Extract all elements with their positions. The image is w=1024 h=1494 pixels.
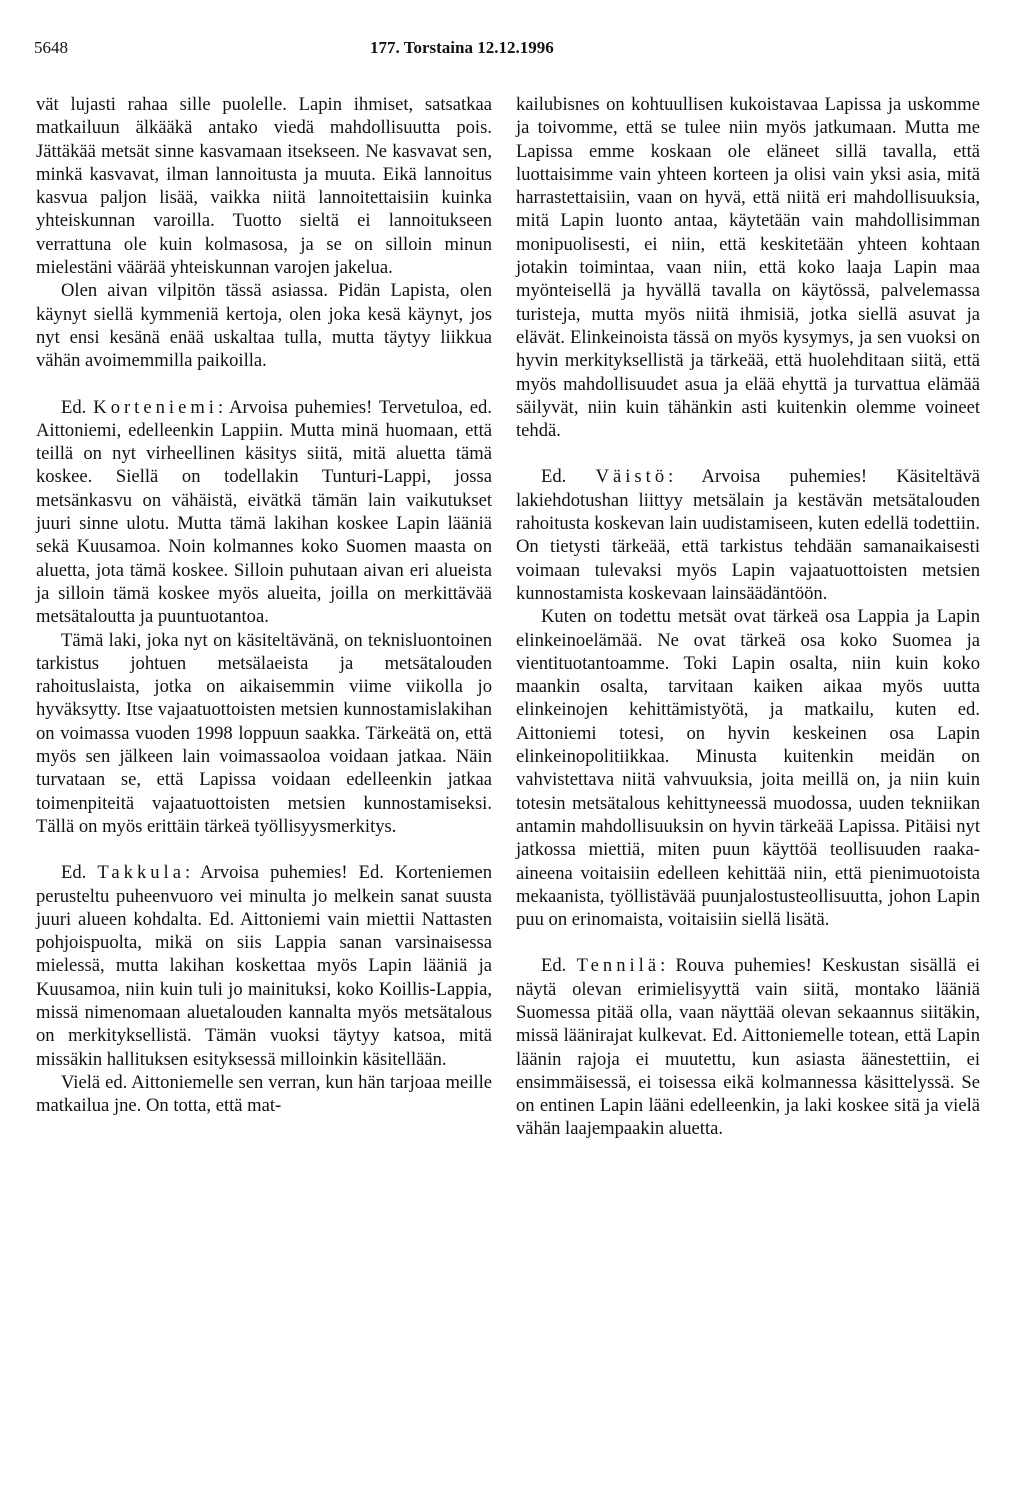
page-header	[0, 38, 1024, 62]
paragraph: Vielä ed. Aittoniemelle sen verran, kun hän tarjoaa meille matkailua jne. On totta, että mat-	[36, 1071, 492, 1117]
speech-text: : Arvoisa puhemies! Tervetuloa, ed. Aittoniemi, edelleenkin Lappiin. Mutta minä huomaan, että teillä on nyt virheellinen käsitys siitä, mitä aluetta tämä koskee. Siellä on todellakin Tunturi-Lappi, jossa metsänkasvu on vähäistä, eivätkä tämän lain vaikutukset juuri sinne ulotu. Mutta tämä lakihan koskee Lapin lääniä sekä Kuusamoa. Noin kolmannes koko Suomen maasta on aluetta, jota tämä koskee. Silloin puhutaan aivan eri alueista ja silloin tämä koskee myös alueita, joilla on merkittävää metsätaloutta ja puuntuotantoa.	[36, 396, 492, 628]
paragraph: Olen aivan vilpitön tässä asiassa. Pidän Lapista, olen käynyt siellä kymmeniä kertoja, olen joka kesä käynyt, jos nyt ensi kesänä enää uskaltaa tulla, mutta täytyy liikkua vähän avoimemmilla paikoilla.	[36, 280, 492, 372]
speech-prefix: Ed.	[61, 396, 94, 418]
speech-prefix: Ed.	[541, 955, 577, 977]
speaker-name: Väistö	[595, 466, 669, 488]
speech-prefix: Ed.	[61, 862, 98, 884]
speech-text: : Arvoisa puhemies! Ed. Korteniemen perusteltu puheenvuoro vei minulta jo melkein sanat suusta juuri alueen kohdalta. Ed. Aittoniemi vain miettii Nattasten pohjoispuolta, mikä on siis Lappia sanan varsinaisessa mielessä, mutta lakihan koskettaa myös Lapin lääniä ja Kuusamoa, niin kuin tuli jo mainituksi, koko Koillis-Lappia, missä nimenomaan aluetalouden kannalta myös metsätalous on merkityksellistä. Tämän vuoksi täytyy katsoa, mitä missäkin hallituksen esityksessä milloinkin käsitellään.	[36, 862, 493, 1070]
left-column	[36, 93, 492, 1117]
speaker-name: Korteniemi	[93, 396, 218, 418]
speaker-name: Takkula	[97, 862, 185, 884]
paragraph: Tämä laki, joka nyt on käsiteltävänä, on teknisluontoinen tarkistus johtuen metsälaeista ja metsätalouden rahoituslaista, jotka on aikaisemmin viime viikolla jo hyväksytty. Itse vajaatuottoisten metsien kunnostamislakihan on voimassa vuoden 1998 loppuun saakka. Tärkeätä on, että myös sen jälkeen lain voimassaoloa voidaan jatkaa. Näin turvataan se, että Lapissa voidaan edelleenkin jatkaa toimenpiteitä vajaatuottoisten metsien kunnostamiseksi. Tällä on myös erittäin tärkeä työllisyysmerkitys.	[36, 629, 492, 837]
speech-text: : Arvoisa puhemies! Käsiteltävä lakiehdotushan liittyy metsälain ja kestävän metsätalouden rahoitusta koskevan lain uudistamiseen, kuten edellä todettiin. On tietysti tärkeää, että tarkistus tehdään samanaikaisesti voimaan tulevaksi myös Lapin vajaatuottoisten metsien kunnostamista koskevaan lainsäädäntöön.	[516, 466, 981, 604]
speech-takkula	[36, 861, 492, 1071]
speech-korteniemi	[36, 396, 492, 629]
speaker-name: Tennilä	[576, 955, 661, 977]
issue-title: 177. Torstaina 12.12.1996	[370, 38, 554, 57]
speech-tennila	[516, 954, 980, 1140]
right-column	[516, 93, 980, 1141]
page-number: 5648	[34, 38, 68, 57]
paragraph: kailubisnes on kohtuullisen kukoistavaa Lapissa ja uskomme ja toivomme, että se tulee niin myös jatkumaan. Mutta me Lapissa emme koskaan ole eläneet sillä tavalla, että luottaisimme vain yhteen korteen ja olisi vain yksi asia, mitä harrastettaisiin, vaan on hyvä, että niitä eri mahdollisuuksia, mitä Lapin luonto antaa, käytetään vain mahdollisimman monipuolisesti, ei niin, että keskitetään yhteen kohtaan jotakin toimintaa, vaan niin, että koko laaja Lapin maa myönteisellä ja hyvällä tavalla on käytössä, palvelemassa turisteja, mutta myös niitä ihmisiä, jotka siellä asuvat ja elävät. Elinkeinoista tässä on myös kysymys, ja sen vuoksi on hyvin merkityksellistä ja tärkeää, että huolehditaan siitä, että myös mahdollisuudet asua ja elää ehyttä ja turvattua elämää säilyvät, niin kuin tähänkin asti kuitenkin olemme voineet tehdä.	[516, 94, 980, 442]
paragraph: Kuten on todettu metsät ovat tärkeä osa Lappia ja Lapin elinkeinoelämää. Ne ovat tärkeä osa koko Suomea ja vientituotantoamme. Toki Lapin osalta, niin kuin koko maankin osalta, tarvitaan kaiken aikaa myös uutta elinkeinojen kehittämistyötä, ja matkailu, kuten ed. Aittoniemi totesi, on hyvin keskeinen osa Lapin elinkeinopolitiikkaa. Minusta kuitenkin meidän on vahvistettava niitä vahvuuksia, joita meillä on, ja niin kuin totesin metsätalous kehittyneessä muodossa, uuden tekniikan antamin mahdollisuuksin on hyvin tärkeää Lapissa. Pitäisi nyt jatkossa miettiä, miten puun käyttöä teollisuuden raaka-aineena voitaisiin edelleen kehittää niin, että pienimuotoista mekaanista, työllistävää puunjalostusteollisuutta, johon Lapin puu on erinomaista, voitaisiin siellä lisätä.	[516, 606, 980, 931]
speech-vaisto	[516, 465, 980, 605]
paragraph: vät lujasti rahaa sille puolelle. Lapin ihmiset, satsatkaa matkailuun älkääkä antako viedä mahdollisuutta pois. Jättäkää metsät sinne kasvamaan itsekseen. Ne kasvavat sen, minkä kasvavat, ilman lannoitusta ja muuta. Eikä lannoitus kasvua paljon lisää, vaikka niitä lannoitettaisiin kuinka yhteiskunnan varoilla. Tuotto sieltä ei lannoitukseen verrattuna ole kuin kolmasosa, ja se on silloin minun mielestäni väärää yhteiskunnan varojen jakelua.	[36, 94, 492, 279]
speech-prefix: Ed.	[541, 466, 596, 488]
speech-text: : Rouva puhemies! Keskustan sisällä ei näytä olevan erimielisyyttä vain siitä, montako lääniä Suomessa pitää olla, vaan näyttää olevan sekaannus siitäkin, missä läänirajat kulkevat. Ed. Aittoniemelle totean, että Lapin läänin rajoja ei muutettu, kun asiasta äänestettiin, ei ensimmäisessä, ei toisessa eikä kolmannessa käsittelyssä. Se on entinen Lapin lääni edelleenkin, ja laki koskee sitä ja vielä vähän laajempaakin aluetta.	[516, 955, 981, 1140]
